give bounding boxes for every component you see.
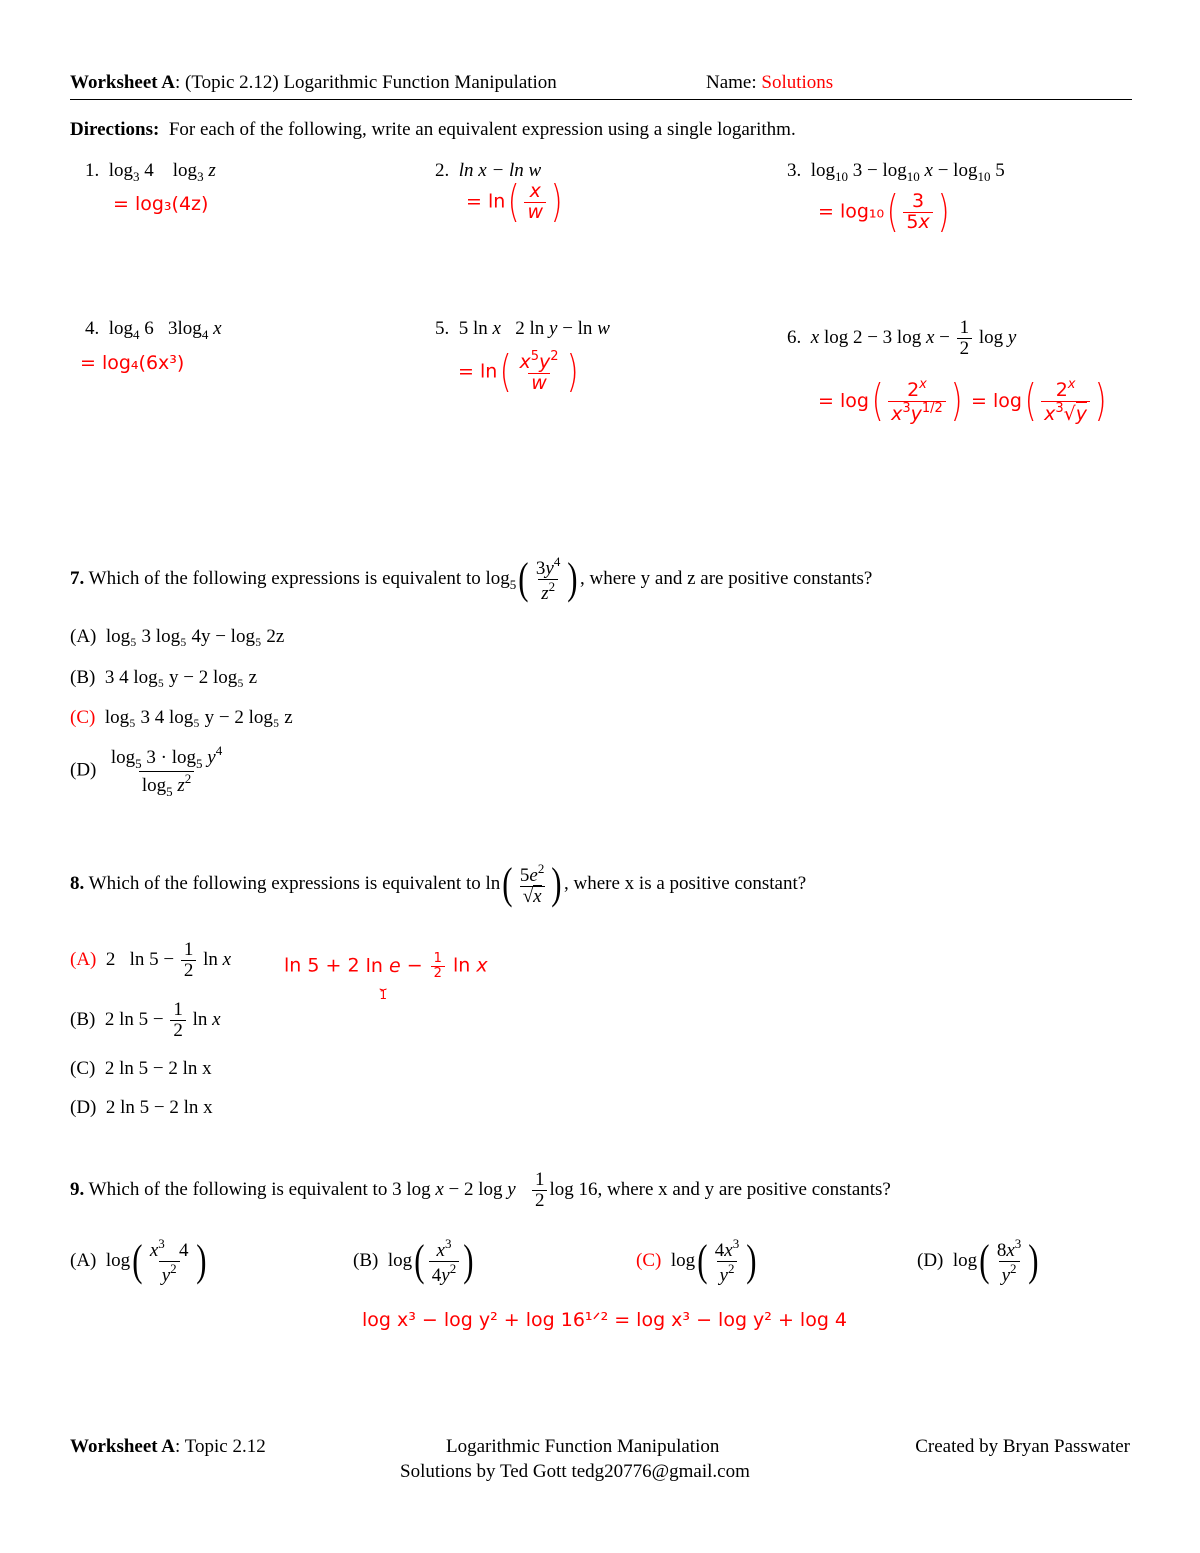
name-field: Name: Solutions — [706, 72, 834, 93]
footer-center: Logarithmic Function Manipulation — [446, 1436, 720, 1457]
header-rule — [70, 99, 1132, 100]
problem-2: 2. ln x − ln w — [435, 160, 542, 181]
q7-option-a[interactable]: (A) log₅ 3 log₅ 4y − log₅ 2z — [70, 626, 285, 647]
q9-work: log x³ − log y² + log 16¹ᐟ² = log x³ − log y² + log 4 — [362, 1309, 848, 1331]
footer-right: Created by Bryan Passwater — [915, 1436, 1130, 1457]
problem-5-answer: = ln( $\frac{x^5y^2}{w}$ ) — [458, 346, 579, 397]
worksheet-header — [70, 72, 1130, 94]
worksheet-title: Worksheet A: (Topic 2.12) Logarithmic Function Manipulation — [70, 72, 557, 93]
problem-1: 1. $\log_3 4$ $\log_3 z$ — [85, 160, 216, 184]
q9-option-a[interactable]: (A) log( $\frac{x^3 4}{y^2}$ ) — [70, 1236, 206, 1286]
name-value: Solutions — [761, 72, 834, 93]
directions: Directions: For each of the following, write an equivalent expression using a single logarithm. — [70, 119, 796, 140]
footer-credit: Solutions by Ted Gott tedg20776@gmail.com — [400, 1461, 750, 1482]
q7-option-d[interactable]: (D) $\frac{\log_5 3 \cdot \log_5 y^4}{\log_5 z^2}$ — [70, 743, 223, 799]
question-9: 9. Which of the following is equivalent to 3 log x − 2 log y $\frac{1}{2}$ log 16, where x and y are positive constants? — [70, 1169, 891, 1211]
q9-option-c[interactable]: (C) log( $\frac{4x^3}{y^2}$ ) — [636, 1236, 757, 1286]
q8-option-b[interactable]: (B) 2 ln 5 − $\frac{1}{2}$ ln x — [70, 999, 221, 1041]
q9-option-b[interactable]: (B) log( $\frac{x^3}{4y^2}$ ) — [353, 1236, 474, 1286]
footer-left: Worksheet A: Topic 2.12 — [70, 1436, 266, 1457]
problem-3: 3. $\log_{10} 3 - \log_{10} x - \log_{10} 5$ — [787, 160, 1005, 184]
q7-option-c[interactable]: (C) log₅ 3 4 log₅ y − 2 log₅ z — [70, 707, 293, 728]
q8-work: ln 5 + 2 ln e ⏟ 1 − $\frac{1}{2}$ ln x — [284, 951, 488, 1002]
problem-5: 5. 5 ln x 2 ln y − ln w — [435, 318, 610, 339]
problem-1-answer: = log₃(4z) — [113, 193, 209, 215]
problem-3-answer: = log₁₀( $\frac{3}{5x}$ ) — [818, 186, 950, 237]
problem-6: 6. x log 2 − 3 log x − $\frac{1}{2}$ log y — [787, 317, 1017, 359]
problem-4-answer: = log₄(6x³) — [80, 352, 185, 374]
footer — [70, 1436, 1130, 1482]
q8-option-d[interactable]: (D) 2 ln 5 − 2 ln x — [70, 1097, 213, 1118]
problem-2-answer: = ln( $\frac{x}{w}$ ) — [466, 176, 563, 227]
q8-option-a[interactable]: (A) 2 ln 5 − $\frac{1}{2}$ ln x — [70, 939, 232, 981]
question-8: 8. Which of the following expressions is equivalent to ln( $\frac{5e^2}{√x}$ ) , where x is a positive constant? — [70, 859, 807, 909]
problem-6-answer: = log( $\frac{2^x}{x^3y^{1/2}}$ ) = log( $\frac{2^x}{x^3√y}$ ) — [818, 375, 1107, 427]
q8-option-c[interactable]: (C) 2 ln 5 − 2 ln x — [70, 1058, 212, 1079]
question-7: 7. Which of the following expressions is equivalent to $\log_5$( $\frac{3y^4}{z^2}$ ) , where y and z are positive constants? — [70, 554, 873, 604]
problem-4: 4. $\log_4 6$ $3\log_4$ x — [85, 318, 222, 342]
q7-option-b[interactable]: (B) 3 4 log₅ y − 2 log₅ z — [70, 667, 258, 688]
q9-option-d[interactable]: (D) log( $\frac{8x^3}{y^2}$ ) — [917, 1236, 1039, 1286]
